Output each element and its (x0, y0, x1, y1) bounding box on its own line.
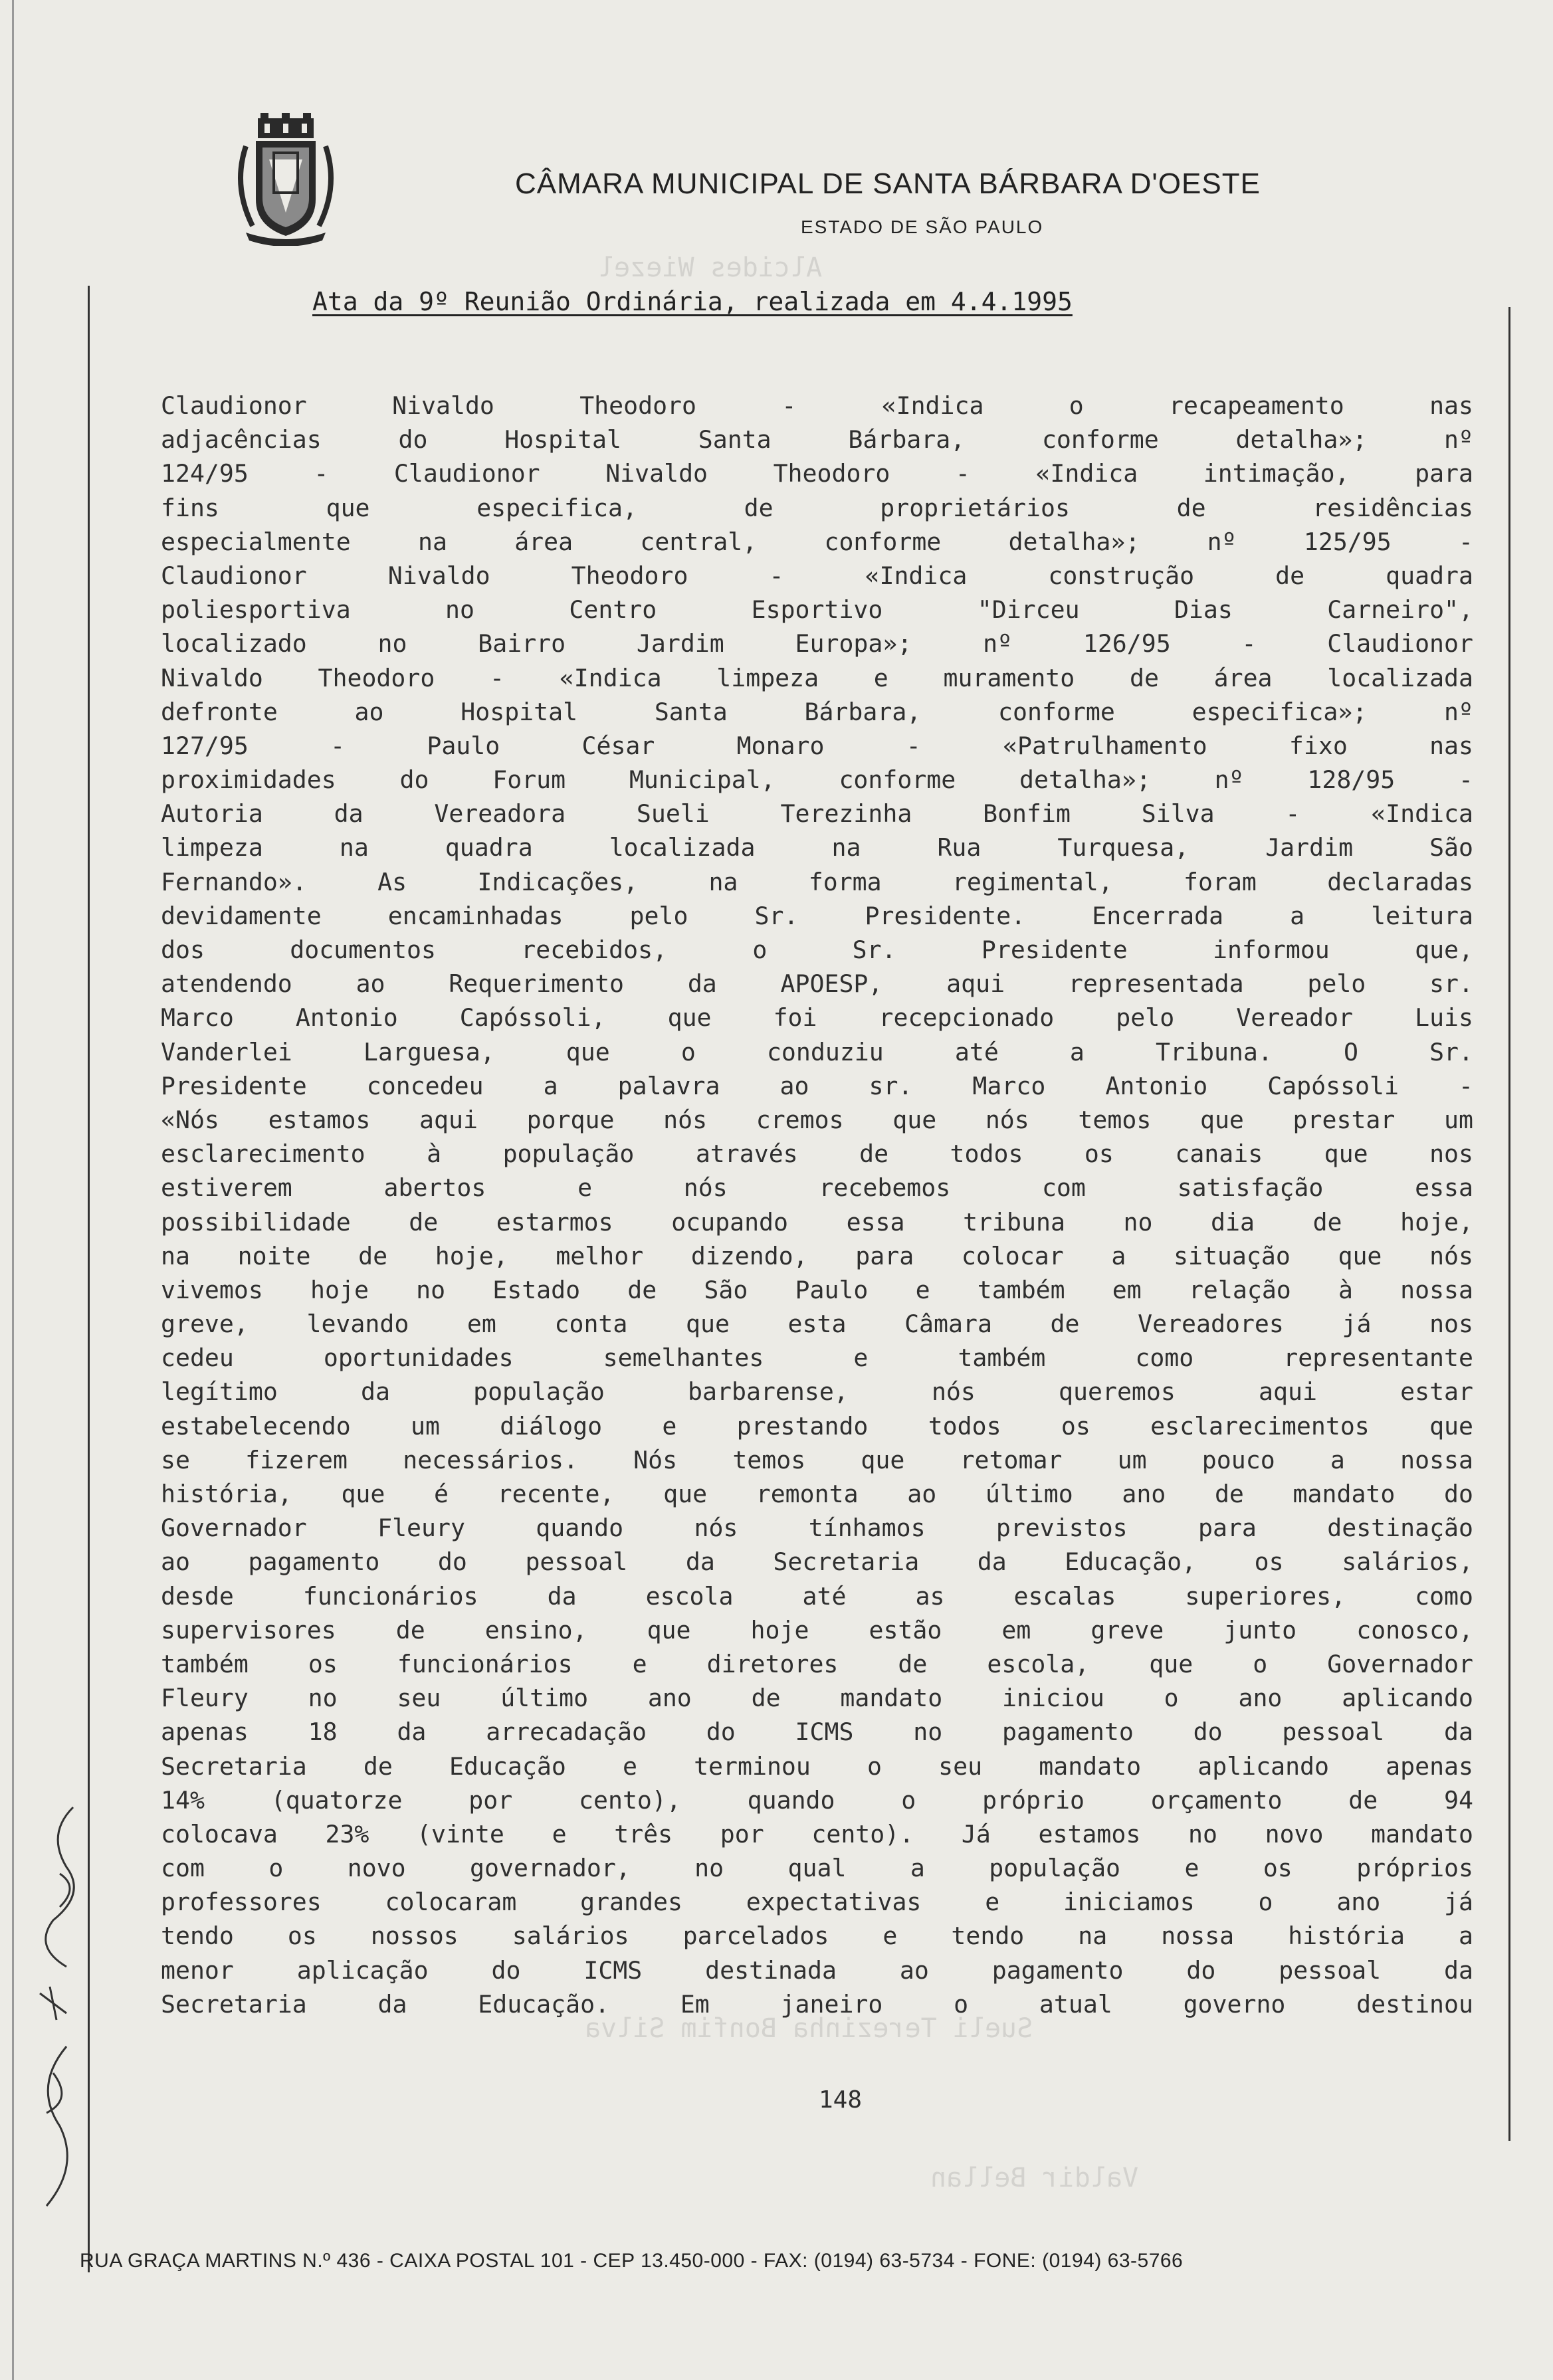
body-line: também os funcionários e diretores de escola, que o Governador (161, 1649, 1473, 1678)
body-line: se fizerem necessários. Nós temos que retomar um pouco a nossa (161, 1445, 1473, 1474)
bleed-through-mark: Alcides Wiezel (598, 252, 823, 283)
body-line: menor aplicação do ICMS destinada ao pagamento do pessoal da (161, 1955, 1473, 1985)
body-line: Nivaldo Theodoro - «Indica limpeza e muramento de área localizada (161, 663, 1473, 692)
body-line: 14% (quatorze por cento), quando o próprio orçamento de 94 (161, 1785, 1473, 1815)
body-line: Vanderlei Larguesa, que o conduziu até a Tribuna. O Sr. (161, 1037, 1473, 1066)
body-line: Fernando». As Indicações, na forma regimental, foram declaradas (161, 867, 1473, 896)
body-line: tendo os nossos salários parcelados e tendo na nossa história a (161, 1922, 1473, 1951)
body-line: colocava 23% (vinte e três por cento). Já estamos no novo mandato (161, 1819, 1473, 1848)
body-line: fins que especifica, de proprietários de residências (161, 493, 1473, 522)
body-line: adjacências do Hospital Santa Bárbara, conforme detalha»; nº (161, 425, 1473, 454)
body-line: Claudionor Nivaldo Theodoro - «Indica o recapeamento nas (161, 391, 1473, 420)
bleed-through-mark: Sueli Terezinha Bonfim Silva (585, 2013, 1033, 2044)
margin-signature-icon (20, 1794, 100, 2219)
body-line: Presidente concedeu a palavra ao sr. Marco Antonio Capóssoli - (161, 1071, 1473, 1100)
body-line: esclarecimento à população através de todos os canais que nos (161, 1140, 1473, 1169)
body-line: com o novo governador, no qual a população e os próprios (161, 1854, 1473, 1883)
body-line: «Nós estamos aqui porque nós cremos que nós temos que prestar um (161, 1105, 1473, 1134)
body-line: atendendo ao Requerimento da APOESP, aqui representada pelo sr. (161, 969, 1473, 999)
body-line: dos documentos recebidos, o Sr. Presidente informou que, (161, 936, 1473, 964)
chamber-title: CÂMARA MUNICIPAL DE SANTA BÁRBARA D'OESTE (515, 167, 1261, 200)
body-line: Claudionor Nivaldo Theodoro - «Indica construção de quadra (161, 561, 1473, 590)
bleed-through-mark: Valdir Bellan (930, 2163, 1139, 2193)
body-line: vivemos hoje no Estado de São Paulo e também em relação à nossa (161, 1275, 1473, 1304)
body-line: estiverem abertos e nós recebemos com satisfação essa (161, 1173, 1473, 1203)
body-line: professores colocaram grandes expectativas e iniciamos o ano já (161, 1888, 1473, 1917)
body-line: poliesportiva no Centro Esportivo "Dirceu Dias Carneiro", (161, 595, 1473, 625)
body-line: estabelecendo um diálogo e prestando todos os esclarecimentos que (161, 1411, 1473, 1440)
body-line: Marco Antonio Capóssoli, que foi recepcionado pelo Vereador Luis (161, 1003, 1473, 1033)
municipal-crest-icon (233, 113, 339, 246)
body-line: supervisores de ensino, que hoje estão em greve junto conosco, (161, 1615, 1473, 1644)
minutes-body (161, 389, 1473, 2021)
body-line: Autoria da Vereadora Sueli Terezinha Bonfim Silva - «Indica (161, 799, 1473, 829)
body-line: possibilidade de estarmos ocupando essa tribuna no dia de hoje, (161, 1207, 1473, 1237)
body-line: ao pagamento do pessoal da Secretaria da Educação, os salários, (161, 1547, 1473, 1577)
body-line: desde funcionários da escola até as escalas superiores, como (161, 1581, 1473, 1611)
body-line: história, que é recente, que remonta ao último ano de mandato do (161, 1480, 1473, 1508)
body-line: especialmente na área central, conforme detalha»; nº 125/95 - (161, 527, 1473, 556)
body-line: apenas 18 da arrecadação do ICMS no pagamento do pessoal da (161, 1718, 1473, 1747)
body-line: na noite de hoje, melhor dizendo, para colocar a situação que nós (161, 1241, 1473, 1270)
page-number: 148 (819, 2086, 863, 2114)
state-subtitle: ESTADO DE SÃO PAULO (801, 217, 1044, 237)
scan-edge (12, 0, 14, 2380)
body-line: 124/95 - Claudionor Nivaldo Theodoro - «Indica intimação, para (161, 459, 1473, 488)
body-line: Secretaria da Educação. Em janeiro o atual governo destinou (161, 1989, 1473, 2019)
body-line: greve, levando em conta que esta Câmara de Vereadores já nos (161, 1310, 1473, 1339)
body-line: Secretaria de Educação e terminou o seu mandato aplicando apenas (161, 1751, 1473, 1781)
minutes-title: Ata da 9º Reunião Ordinária, realizada em 4.4.1995 (312, 287, 1073, 316)
body-line: Fleury no seu último ano de mandato iniciou o ano aplicando (161, 1684, 1473, 1713)
body-line: limpeza na quadra localizada na Rua Turquesa, Jardim São (161, 833, 1473, 862)
body-line: cedeu oportunidades semelhantes e também como representante (161, 1343, 1473, 1373)
right-margin-rule (1508, 307, 1510, 2141)
body-line: legítimo da população barbarense, nós queremos aqui estar (161, 1377, 1473, 1407)
body-line: defronte ao Hospital Santa Bárbara, conforme especifica»; nº (161, 697, 1473, 726)
body-line: localizado no Bairro Jardim Europa»; nº 126/95 - Claudionor (161, 629, 1473, 658)
body-line: 127/95 - Paulo César Monaro - «Patrulhamento fixo nas (161, 731, 1473, 760)
body-line: proximidades do Forum Municipal, conforme detalha»; nº 128/95 - (161, 765, 1473, 795)
footer-address: RUA GRAÇA MARTINS N.º 436 - CAIXA POSTAL 101 - CEP 13.450-000 - FAX: (0194) 63-5734 - FONE: (0194) 63-5766 (80, 2250, 1184, 2272)
body-line: Governador Fleury quando nós tínhamos previstos para destinação (161, 1514, 1473, 1543)
body-line: devidamente encaminhadas pelo Sr. Presidente. Encerrada a leitura (161, 901, 1473, 930)
